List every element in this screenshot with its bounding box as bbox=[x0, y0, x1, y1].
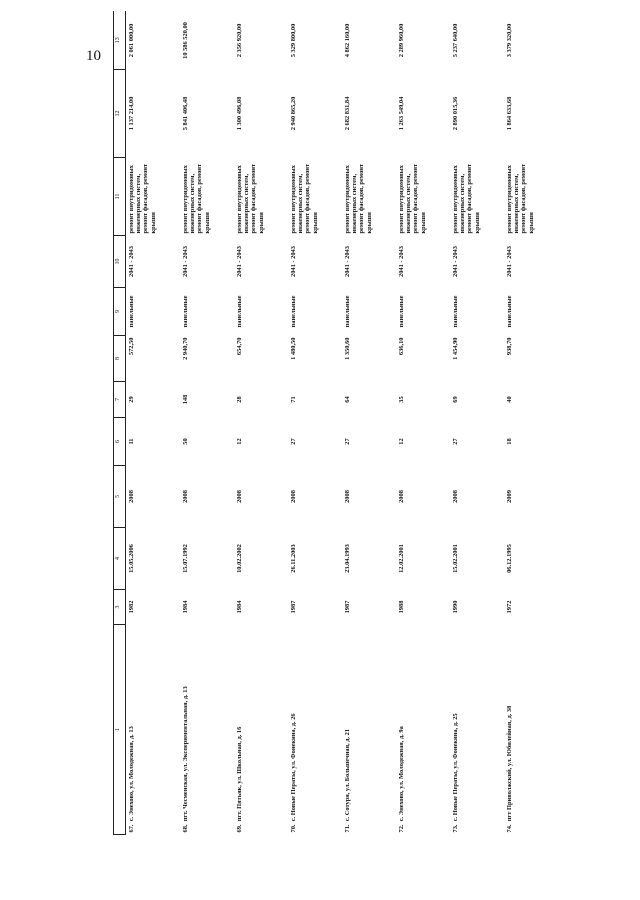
cell-area: 2 940,70 bbox=[182, 337, 189, 360]
cell-c12: 5 841 406,48 bbox=[182, 96, 189, 131]
cell-date: 15.05.2006 bbox=[128, 544, 135, 573]
cell-repair-year: 2008 bbox=[236, 490, 243, 503]
row-number: 74. bbox=[506, 824, 513, 833]
table-row bbox=[234, 0, 288, 835]
cell-repair-year: 2008 bbox=[290, 490, 297, 503]
cell-material: панельные bbox=[344, 295, 351, 328]
cell-period: 2041 - 2043 bbox=[344, 246, 351, 277]
address: пгт. Чесменская, ул. Экспериментальная, д. 13 bbox=[182, 686, 189, 822]
cell-material: панельные bbox=[506, 295, 513, 328]
row-number-and-address bbox=[342, 625, 396, 835]
address: с. Сотуря, ул. Большечная, д. 21 bbox=[344, 728, 351, 822]
cell-c12: 1 263 549,04 bbox=[398, 96, 405, 131]
address: с. Энехово, ул. Молодежная, д. 13 bbox=[128, 726, 135, 822]
cell-date: 23.04.1993 bbox=[344, 544, 351, 573]
table-row bbox=[396, 0, 450, 835]
cell-works: ремонт внутридомовых инженерных систем, ремонт фасадов, ремонт крыши bbox=[182, 163, 211, 234]
table-row bbox=[504, 0, 558, 835]
column-number: 7 bbox=[114, 382, 126, 418]
column-number: 8 bbox=[114, 336, 126, 382]
page-number: 10 bbox=[86, 48, 101, 64]
cell-c7: 28 bbox=[236, 396, 243, 403]
cell-c7: 64 bbox=[344, 396, 351, 403]
row-number: 72. bbox=[398, 824, 405, 833]
cell-period: 2041 - 2043 bbox=[398, 246, 405, 277]
row-number-and-address bbox=[396, 625, 450, 835]
cell-area: 636,10 bbox=[398, 337, 405, 356]
cell-c6: 27 bbox=[290, 438, 297, 445]
table-row bbox=[180, 0, 234, 835]
cell-c6: 12 bbox=[398, 438, 405, 445]
cell-date: 10.02.2002 bbox=[236, 544, 243, 573]
column-number: 13 bbox=[114, 12, 126, 70]
cell-works: ремонт внутридомовых инженерных систем, ремонт фасадов, ремонт крыши bbox=[128, 163, 157, 234]
cell-c6: 18 bbox=[506, 438, 513, 445]
cell-date: 12.02.2001 bbox=[398, 544, 405, 573]
cell-repair-year: 2008 bbox=[452, 490, 459, 503]
cell-date: 15.02.2001 bbox=[452, 544, 459, 573]
cell-date: 06.12.1995 bbox=[506, 544, 513, 573]
row-number-and-address bbox=[504, 625, 558, 835]
cell-repair-year: 2008 bbox=[398, 490, 405, 503]
cell-c13: 5 329 800,00 bbox=[290, 23, 297, 58]
cell-c13: 4 862 160,00 bbox=[344, 23, 351, 58]
cell-works: ремонт внутридомовых инженерных систем, ремонт фасадов, ремонт крыши bbox=[290, 163, 319, 234]
cell-period: 2041 - 2043 bbox=[452, 246, 459, 277]
column-number-row bbox=[114, 0, 126, 835]
cell-works: ремонт внутридомовых инженерных систем, ремонт фасадов, ремонт крыши bbox=[452, 163, 481, 234]
cell-area: 654,70 bbox=[236, 337, 243, 356]
row-number-and-address bbox=[288, 625, 342, 835]
cell-c12: 2 890 015,36 bbox=[452, 96, 459, 131]
cell-material: панельные bbox=[398, 295, 405, 328]
column-number: 12 bbox=[114, 70, 126, 158]
cell-area: 1 454,90 bbox=[452, 337, 459, 360]
table-row bbox=[126, 0, 181, 835]
address: пгт. Пятьяк, ул. Школьная, д. 16 bbox=[236, 726, 243, 822]
cell-c13: 10 586 520,00 bbox=[182, 22, 189, 59]
table-row bbox=[342, 0, 396, 835]
cell-works: ремонт внутридомовых инженерных систем, ремонт фасадов, ремонт крыши bbox=[344, 163, 373, 234]
row-number-and-address bbox=[234, 625, 288, 835]
cell-year: 1972 bbox=[506, 600, 513, 614]
address: с. Новые Ператы, ул. Фонекина, д. 26 bbox=[290, 713, 297, 822]
column-number: 6 bbox=[114, 418, 126, 466]
cell-c12: 1 864 633,68 bbox=[506, 96, 513, 131]
column-number: 4 bbox=[114, 528, 126, 590]
column-number: 11 bbox=[114, 158, 126, 236]
cell-repair-year: 2009 bbox=[506, 490, 513, 503]
row-number: 68. bbox=[182, 824, 189, 833]
cell-material: панельные bbox=[236, 295, 243, 328]
cell-c7: 71 bbox=[290, 396, 297, 403]
cell-period: 2041 - 2043 bbox=[506, 246, 513, 277]
row-number: 69. bbox=[236, 824, 243, 833]
cell-works: ремонт внутридомовых инженерных систем, ремонт фасадов, ремонт крыши bbox=[506, 163, 535, 234]
cell-c13: 3 379 320,00 bbox=[506, 23, 513, 58]
cell-c7: 35 bbox=[398, 396, 405, 403]
cell-c12: 1 137 214,00 bbox=[128, 96, 135, 131]
cell-material: панельные bbox=[452, 295, 459, 328]
cell-period: 2041 - 2043 bbox=[236, 246, 243, 277]
cell-period: 2041 - 2043 bbox=[290, 246, 297, 277]
cell-c13: 2 356 920,00 bbox=[236, 23, 243, 58]
cell-c13: 5 237 640,00 bbox=[452, 23, 459, 58]
cell-works: ремонт внутридомовых инженерных систем, ремонт фасадов, ремонт крыши bbox=[398, 163, 427, 234]
column-number: 10 bbox=[114, 236, 126, 288]
table-row bbox=[288, 0, 342, 835]
cell-year: 1984 bbox=[182, 600, 189, 614]
cell-year: 1982 bbox=[128, 600, 135, 614]
cell-c6: 27 bbox=[344, 438, 351, 445]
cell-c6: 50 bbox=[182, 438, 189, 445]
cell-area: 1 480,50 bbox=[290, 337, 297, 360]
cell-c13: 2 289 960,00 bbox=[398, 23, 405, 58]
cell-period: 2041 - 2043 bbox=[128, 246, 135, 277]
cell-year: 1988 bbox=[398, 600, 405, 614]
cell-date: 15.07.1992 bbox=[182, 544, 189, 573]
cell-repair-year: 2008 bbox=[344, 490, 351, 503]
row-number: 67. bbox=[128, 824, 135, 833]
table-row bbox=[450, 0, 504, 835]
cell-c7: 29 bbox=[128, 396, 135, 403]
cell-date: 26.11.2003 bbox=[290, 544, 297, 573]
cell-period: 2041 - 2043 bbox=[182, 246, 189, 277]
cell-material: панельные bbox=[182, 295, 189, 328]
cell-area: 1 350,60 bbox=[344, 337, 351, 360]
cell-repair-year: 2008 bbox=[182, 490, 189, 503]
row-number-and-address bbox=[180, 625, 234, 835]
cell-c6: 12 bbox=[236, 438, 243, 445]
address: с. Новые Ператы, ул. Фонекина, д. 25 bbox=[452, 713, 459, 822]
row-number-and-address bbox=[126, 625, 181, 835]
cell-year: 1987 bbox=[290, 600, 297, 614]
address: пгт Приволжский, ул. Юбилейная, д. 38 bbox=[506, 705, 513, 822]
cell-works: ремонт внутридомовых инженерных систем, ремонт фасадов, ремонт крыши bbox=[236, 163, 265, 234]
cell-c7: 40 bbox=[506, 396, 513, 403]
cell-area: 938,70 bbox=[506, 337, 513, 356]
cell-c7: 69 bbox=[452, 396, 459, 403]
column-number: 1 bbox=[114, 625, 126, 835]
housing-register-table bbox=[113, 0, 558, 835]
column-number: 9 bbox=[114, 288, 126, 336]
cell-c13: 2 061 000,00 bbox=[128, 23, 135, 58]
cell-year: 1990 bbox=[452, 600, 459, 614]
cell-c12: 2 682 831,84 bbox=[344, 96, 351, 131]
address: с. Энехово, ул. Молодежная, д. 9а bbox=[398, 726, 405, 822]
cell-year: 1987 bbox=[344, 600, 351, 614]
row-number: 71. bbox=[344, 824, 351, 833]
cell-c12: 2 940 865,20 bbox=[290, 96, 297, 131]
cell-c6: 27 bbox=[452, 438, 459, 445]
cell-year: 1984 bbox=[236, 600, 243, 614]
cell-material: панельные bbox=[128, 295, 135, 328]
cell-c6: 11 bbox=[128, 438, 135, 445]
row-number: 70. bbox=[290, 824, 297, 833]
column-number: 3 bbox=[114, 590, 126, 625]
cell-repair-year: 2008 bbox=[128, 490, 135, 503]
row-number: 73. bbox=[452, 824, 459, 833]
row-number-and-address bbox=[450, 625, 504, 835]
cell-material: панельные bbox=[290, 295, 297, 328]
cell-area: 572,50 bbox=[128, 337, 135, 356]
rotated-table-wrapper bbox=[113, 22, 623, 835]
cell-c7: 148 bbox=[182, 394, 189, 405]
column-number: 5 bbox=[114, 466, 126, 528]
cell-c12: 1 300 496,08 bbox=[236, 96, 243, 131]
